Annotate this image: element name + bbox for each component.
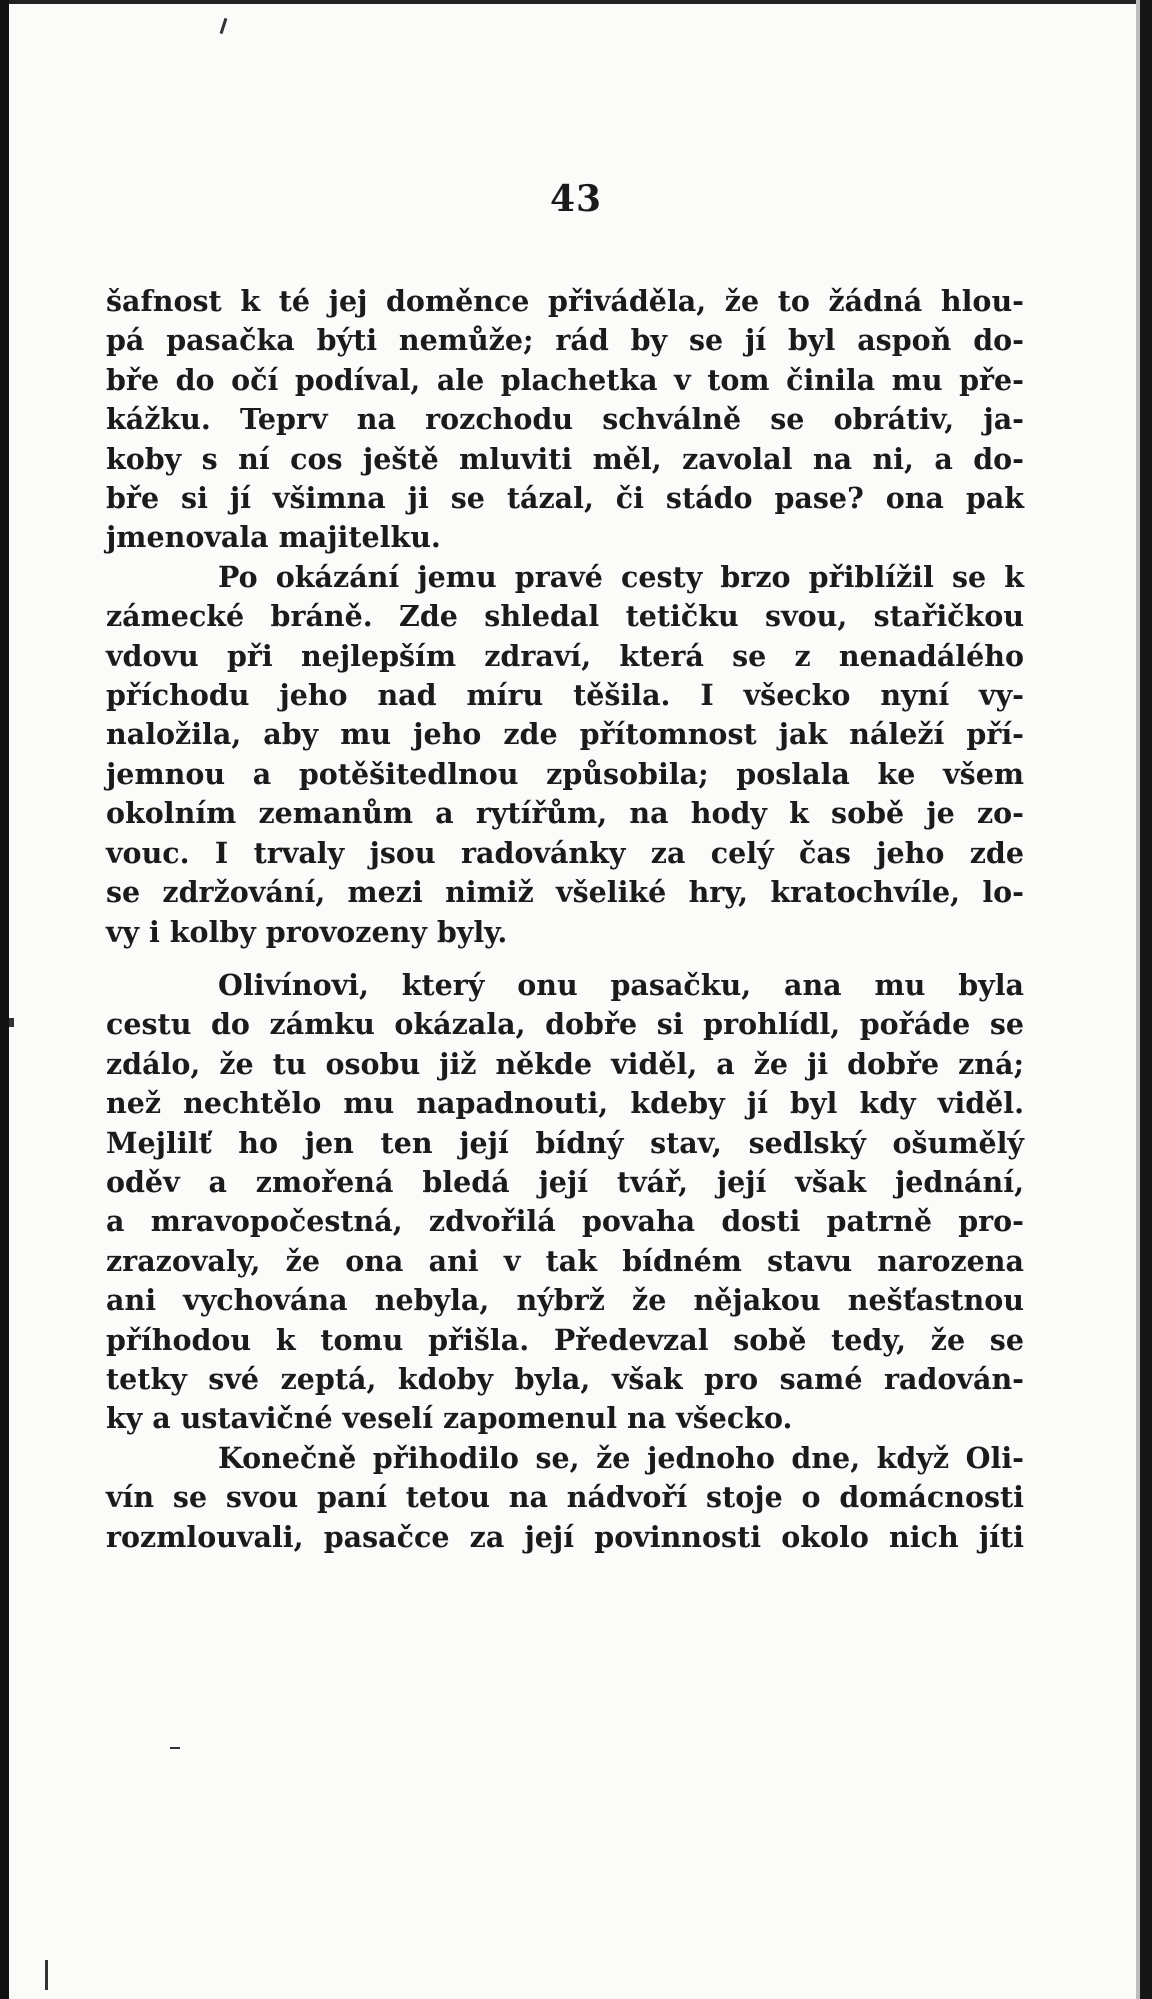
text-line: pá pasačka býti nemůže; rád by se jí byl aspoň do-: [106, 323, 1024, 358]
text-line: vdovu při nejlepším zdraví, která se z nenadálého: [106, 638, 1024, 673]
paragraph-4: [106, 1439, 1024, 1557]
paragraph-gap: [106, 952, 1024, 966]
text-line: zdálo, že tu osobu již někde viděl, a že ji dobře zná;: [106, 1046, 1024, 1081]
text-line: okolním zemanům a rytířům, na hody k sobě je zo-: [106, 796, 1024, 831]
text-line: Po okázání jemu pravé cesty brzo přiblížil se k: [218, 559, 1024, 594]
text-line: bře do očí podíval, ale plachetka v tom činila mu pře-: [106, 362, 1024, 397]
text-line: koby s ní cos ještě mluviti měl, zavolal na ni, a do-: [106, 441, 1024, 476]
text-line: cestu do zámku okázala, dobře si prohlídl, pořáde se: [106, 1007, 1024, 1042]
text-line: vouc. I trvaly jsou radovánky za celý čas jeho zde: [106, 835, 1024, 870]
paragraph-3: [106, 966, 1024, 1439]
bottom-left-mark: [45, 1960, 48, 1990]
text-line: bře si jí všimna ji se tázal, či stádo pase? ona pak: [106, 481, 1024, 516]
text-line: vy i kolby provozeny byly.: [106, 914, 508, 949]
page-number: 43: [549, 178, 603, 220]
text-line: Olivínovi, který onu pasačku, ana mu byla: [218, 967, 1024, 1002]
paragraph-2: [106, 558, 1024, 952]
text-line: ani vychována nebyla, nýbrž že nějakou nešťastnou: [106, 1283, 1024, 1318]
bottom-speck-mark: [170, 1747, 180, 1749]
top-scan-edge: [9, 0, 1152, 4]
text-line: jemnou a potěšitedlnou způsobila; poslala ke všem: [106, 756, 1024, 791]
text-line: kážku. Teprv na rozchodu schválně se obrátiv, ja-: [106, 402, 1024, 437]
text-line: Mejlilť ho jen ten její bídný stav, sedlský ošumělý: [106, 1125, 1024, 1160]
text-line: zámecké bráně. Zde shledal tetičku svou, stařičkou: [106, 599, 1024, 634]
text-line: rozmlouvali, pasačce za její povinnosti okolo nich jíti: [106, 1519, 1024, 1554]
text-line: tetky své zeptá, kdoby byla, však pro samé radován-: [106, 1361, 1024, 1396]
text-line: příchodu jeho nad míru těšila. I všecko nyní vy-: [106, 678, 1024, 713]
right-scan-edge: [1140, 0, 1152, 1999]
text-line: naložila, aby mu jeho zde přítomnost jak náleží pří-: [106, 717, 1024, 752]
paragraph-1: [106, 282, 1024, 558]
text-line: jmenovala majitelku.: [106, 520, 441, 555]
text-line: a mravopočestná, zdvořilá povaha dosti patrně pro-: [106, 1204, 1024, 1239]
text-line: vín se svou paní tetou na nádvoří stoje o domácnosti: [106, 1480, 1024, 1515]
text-line: příhodou k tomu přišla. Předevzal sobě tedy, že se: [106, 1322, 1024, 1357]
text-line: Konečně přihodilo se, že jednoho dne, když Oli-: [218, 1440, 1024, 1475]
text-line: ky a ustavičné veselí zapomenul na všecko.: [106, 1401, 793, 1436]
text-line: oděv a zmořená bledá její tvář, její však jednání,: [106, 1164, 1024, 1199]
left-margin-mark: [9, 1018, 14, 1027]
text-line: zrazovaly, že ona ani v tak bídném stavu narozena: [106, 1243, 1024, 1278]
left-binding-edge: [0, 0, 9, 1999]
page-body-text: [106, 282, 1024, 1557]
text-line: se zdržování, mezi nimiž všeliké hry, kratochvíle, lo-: [106, 875, 1024, 910]
text-line: než nechtělo mu napadnouti, kdeby jí byl kdy viděl.: [106, 1086, 1024, 1121]
text-line: šafnost k té jej doměnce přiváděla, že to žádná hlou-: [106, 284, 1024, 318]
